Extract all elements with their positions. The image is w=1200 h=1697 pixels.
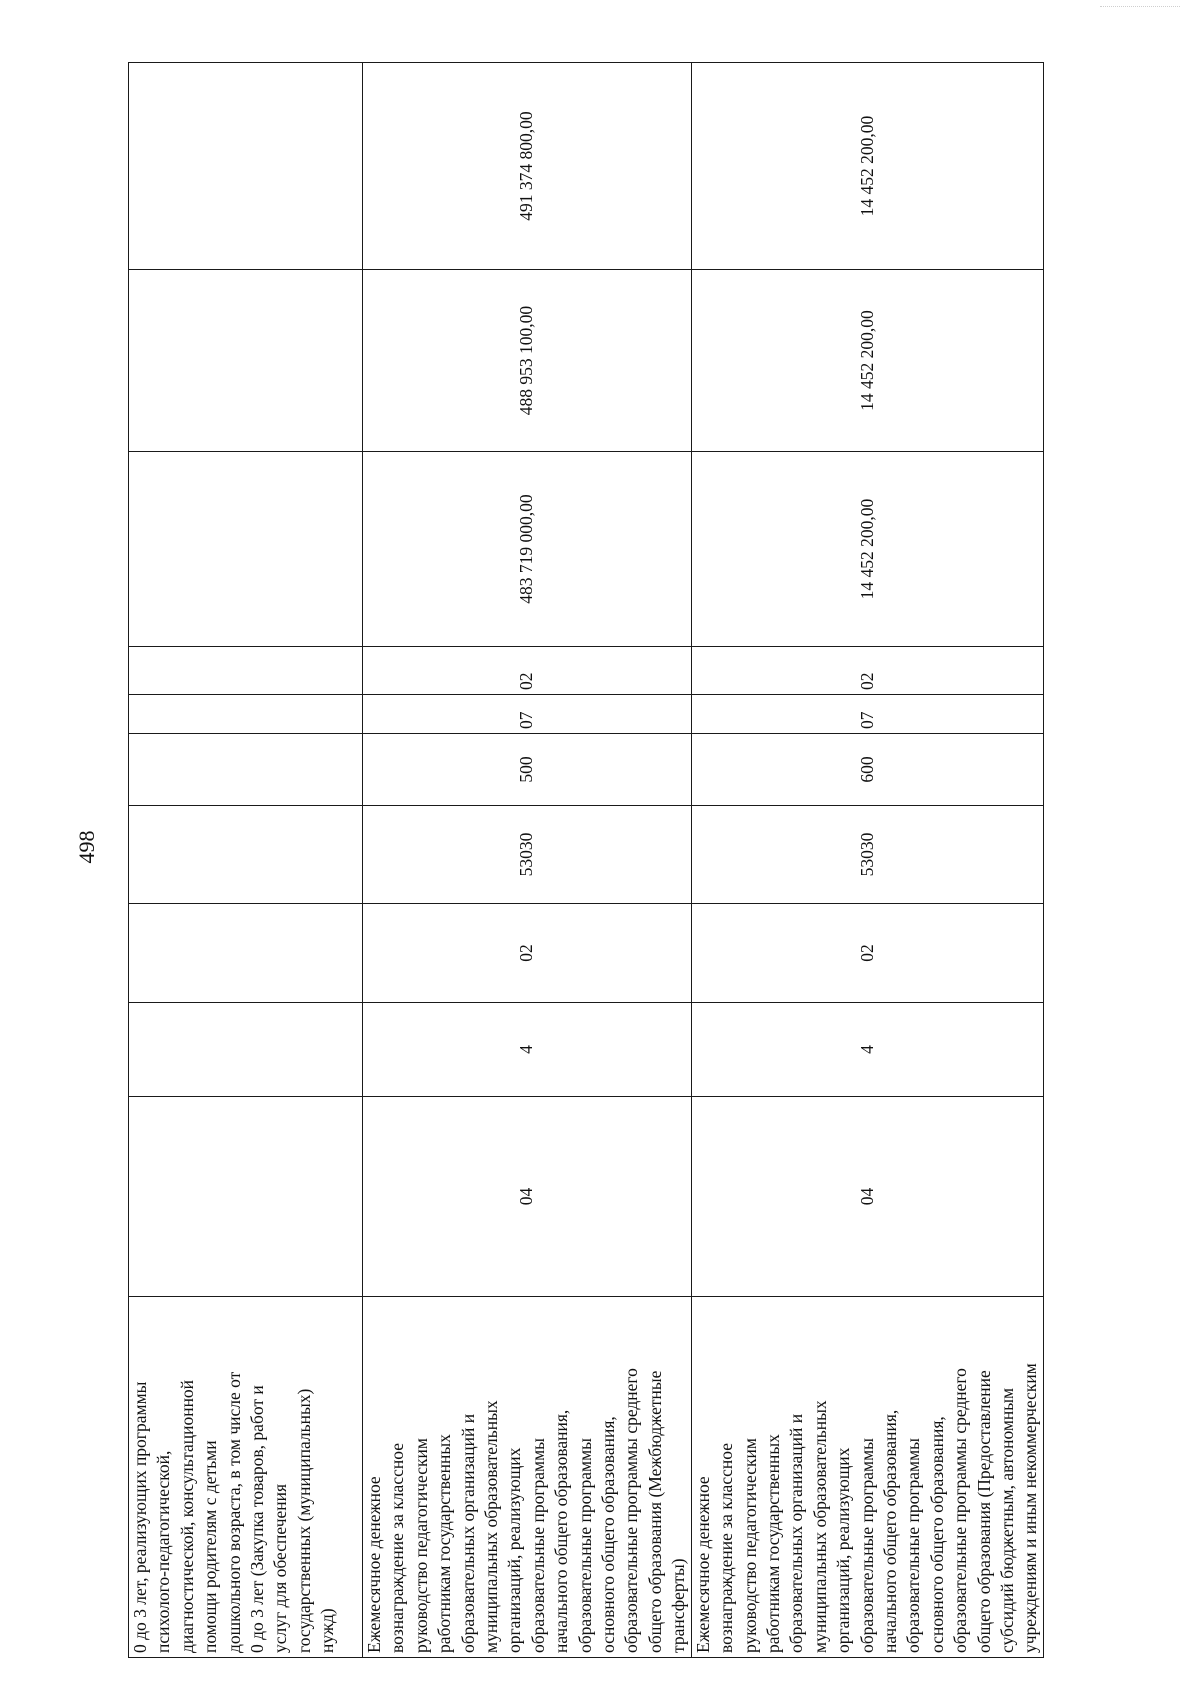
row-description: 0 до 3 лет, реализующих программы психолого-педагогической, диагностической, консультационной помощи родителям с детьми дошкольного возраста, в том числе от 0 до 3 лет (Закупка товаров, работ и услуг для обеспечения государственных (муниципальных) нужд) <box>129 1297 363 1658</box>
code-cell: 02 <box>363 904 692 1003</box>
code-cell: 4 <box>363 1003 692 1097</box>
code-cell: 4 <box>691 1003 1043 1097</box>
code-cell <box>129 1003 363 1097</box>
code-cell: 04 <box>691 1097 1043 1297</box>
amount-year2 <box>129 270 363 452</box>
amount-year1: 14 452 200,00 <box>691 452 1043 647</box>
code-cell: 500 <box>363 734 692 806</box>
amount-year2: 14 452 200,00 <box>691 270 1043 452</box>
table-row <box>129 63 363 1658</box>
amount-year3 <box>129 63 363 270</box>
code-cell <box>129 904 363 1003</box>
page-number: 498 <box>74 830 99 864</box>
amount-year1: 483 719 000,00 <box>363 452 692 647</box>
table-row <box>363 63 692 1658</box>
row-description: Ежемесячное денежное вознаграждение за классное руководство педагогическим работникам государственных образовательных организаций и муниципальных образовательных организаций, реализующих образовательные программы начального общего образования, образовательные программы основного общего образования, образовательные программы среднего общего образования (Межбюджетные трансферты) <box>363 1297 692 1658</box>
code-cell: 53030 <box>363 806 692 904</box>
code-cell <box>129 734 363 806</box>
code-cell <box>129 647 363 695</box>
budget-table <box>128 62 1044 1658</box>
code-cell <box>129 1097 363 1297</box>
code-cell: 04 <box>363 1097 692 1297</box>
amount-year2: 488 953 100,00 <box>363 270 692 452</box>
code-cell: 600 <box>691 734 1043 806</box>
code-cell: 07 <box>363 695 692 734</box>
code-cell: 02 <box>691 647 1043 695</box>
code-cell: 53030 <box>691 806 1043 904</box>
amount-year3: 491 374 800,00 <box>363 63 692 270</box>
code-cell: 02 <box>363 647 692 695</box>
table-row <box>691 63 1043 1658</box>
amount-year1 <box>129 452 363 647</box>
amount-year3: 14 452 200,00 <box>691 63 1043 270</box>
code-cell: 07 <box>691 695 1043 734</box>
row-description: Ежемесячное денежное вознаграждение за классное руководство педагогическим работникам государственных образовательных организаций и муниципальных образовательных организаций, реализующих образовательные программы начального общего образования, образовательные программы основного общего образования, образовательные программы среднего общего образования (Предоставление субсидий бюджетным, автономным учреждениям и иным некоммерческим <box>691 1297 1043 1658</box>
code-cell <box>129 806 363 904</box>
code-cell <box>129 695 363 734</box>
code-cell: 02 <box>691 904 1043 1003</box>
